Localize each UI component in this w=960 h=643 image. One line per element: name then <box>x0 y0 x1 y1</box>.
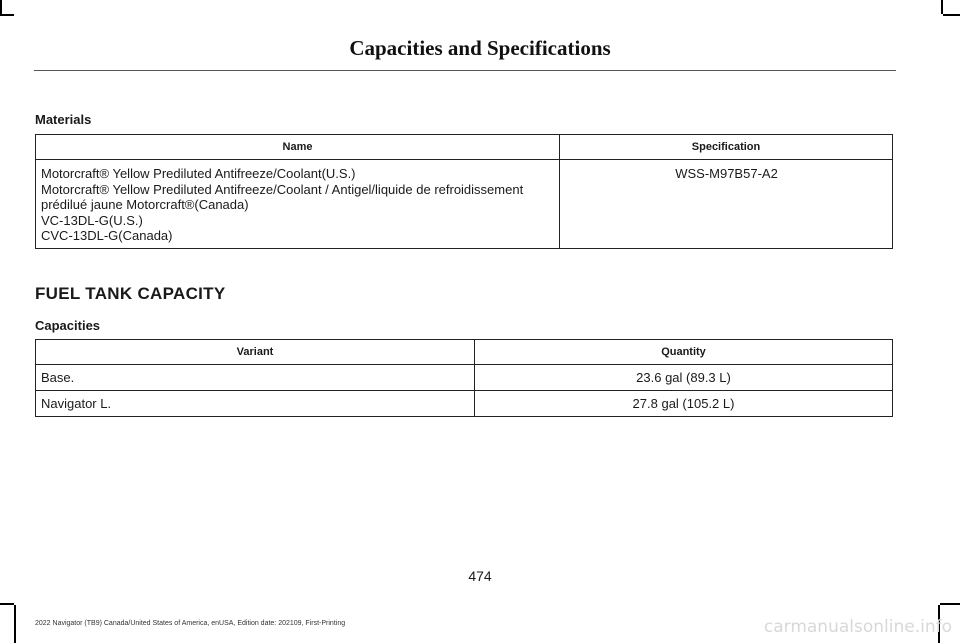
header-divider <box>34 70 896 71</box>
quantity-cell: 27.8 gal (105.2 L) <box>475 391 893 417</box>
column-header-specification: Specification <box>560 135 893 160</box>
variant-cell: Navigator L. <box>36 391 475 417</box>
column-header-variant: Variant <box>36 340 475 365</box>
materials-table <box>35 134 893 249</box>
crop-mark <box>0 14 14 16</box>
page-number: 474 <box>468 568 492 584</box>
table-header-row <box>36 135 893 160</box>
watermark: carmanualsonline.info <box>763 617 952 637</box>
material-name-line: CVC-13DL-G(Canada) <box>41 228 173 243</box>
footer-edition-text: 2022 Navigator (TB9) Canada/United States of America, enUSA, Edition date: 202109, First-Printing <box>35 620 346 627</box>
material-name-line: VC-13DL-G(U.S.) <box>41 212 143 228</box>
materials-label: Materials <box>35 112 92 127</box>
crop-mark <box>943 14 960 16</box>
capacities-table <box>35 339 893 417</box>
column-header-name: Name <box>36 135 560 160</box>
material-name-cell <box>36 160 560 249</box>
capacities-label: Capacities <box>35 318 101 333</box>
crop-mark <box>0 0 2 14</box>
quantity-cell: 23.6 gal (89.3 L) <box>475 365 893 391</box>
page-title: Capacities and Specifications <box>349 36 611 60</box>
material-name-line: prédilué jaune Motorcraft®(Canada) <box>41 197 249 212</box>
column-header-quantity: Quantity <box>475 340 893 365</box>
table-row <box>36 160 893 249</box>
variant-cell: Base. <box>36 365 475 391</box>
crop-mark <box>0 603 14 605</box>
table-row <box>36 365 893 391</box>
crop-mark <box>941 0 943 14</box>
table-row <box>36 391 893 417</box>
material-name-line: Motorcraft® Yellow Prediluted Antifreeze/Coolant(U.S.) <box>41 166 356 181</box>
section-heading-fuel-tank: FUEL TANK CAPACITY <box>35 284 226 303</box>
material-name-line: Motorcraft® Yellow Prediluted Antifreeze/Coolant / Antigel/liquide de refroidissement <box>41 181 524 197</box>
crop-mark <box>14 605 16 643</box>
table-header-row <box>36 340 893 365</box>
material-specification-cell: WSS-M97B57-A2 <box>560 160 893 249</box>
crop-mark <box>940 603 960 605</box>
